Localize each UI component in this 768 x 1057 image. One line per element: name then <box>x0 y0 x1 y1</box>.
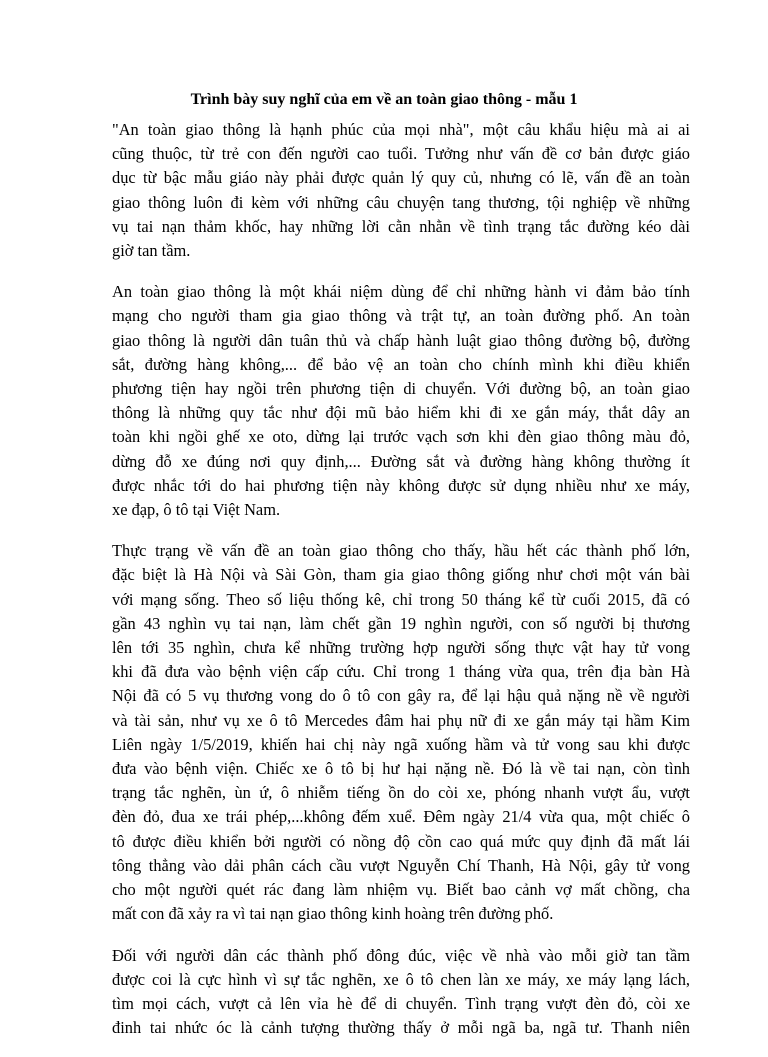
paragraph-2 <box>112 280 690 522</box>
text-line: tìm mọi cách, vượt cả lên vỉa hè để di chuyển. Tình trạng vượt đèn đỏ, còi xe <box>112 993 690 1013</box>
text-line: Nội đã có 5 vụ thương vong do ô tô con gây ra, để lại hậu quả nặng nề về người <box>112 686 690 706</box>
text-line: Liên ngày 1/5/2019, khiến hai chị này ngã xuống hầm và tử vong sau khi được <box>112 734 690 754</box>
text-line: cũng thuộc, từ trẻ con đến người cao tuổi. Tưởng như vấn đề cơ bản được giáo <box>112 144 690 164</box>
text-line: đinh tai nhức óc là cảnh tượng thường thấy ở mỗi ngã ba, ngã tư. Thanh niên <box>112 1018 690 1038</box>
text-line: trạng tắc nghẽn, ùn ứ, ô nhiễm tiếng ồn do còi xe, phóng nhanh vượt ẩu, vượt <box>112 783 690 803</box>
paragraph-4 <box>112 944 690 1041</box>
text-line: toàn khi ngồi ghế xe oto, dừng lại trước vạch sơn khi đèn giao thông màu đỏ, <box>112 427 690 447</box>
text-line: "An toàn giao thông là hạnh phúc của mọi nhà", một câu khẩu hiệu mà ai ai <box>112 120 690 139</box>
text-line: mạng cho người tham gia giao thông và trật tự, an toàn đường phố. An toàn <box>112 306 690 326</box>
text-line: thông là những quy tắc như đội mũ bảo hiểm khi đi xe gắn máy, thắt dây an <box>112 403 690 423</box>
text-line: dục từ bậc mẫu giáo này phải được quản lý quy củ, nhưng có lẽ, vấn đề an toàn <box>112 168 690 188</box>
text-line: vụ tai nạn thảm khốc, hay những lời cằn nhằn về tình trạng tắc đường kéo dài <box>112 216 690 236</box>
text-line: An toàn giao thông là một khái niệm dùng để chỉ những hành vi đảm bảo tính <box>112 282 690 302</box>
text-line: Đối với người dân các thành phố đông đúc, việc về nhà vào mỗi giờ tan tầm <box>112 945 690 965</box>
text-line: Thực trạng về vấn đề an toàn giao thông cho thấy, hầu hết các thành phố lớn, <box>112 541 690 561</box>
text-line: phương tiện hay ngồi trên phương tiện di chuyển. Với đường bộ, an toàn giao <box>112 379 690 399</box>
text-line: đặc biệt là Hà Nội và Sài Gòn, tham gia giao thông giống như chơi một ván bài <box>112 565 690 585</box>
text-line: xe đạp, ô tô tại Việt Nam. <box>112 500 281 520</box>
text-line: giờ tan tầm. <box>112 241 191 261</box>
document-title: Trình bày suy nghĩ của em về an toàn giao thông - mẫu 1 <box>190 91 578 108</box>
text-line: dừng đỗ xe đúng nơi quy định,... Đường sắt và đường hàng không thường ít <box>112 451 690 471</box>
text-line: và tài sản, như vụ xe ô tô Mercedes đâm hai phụ nữ đi xe gắn máy tại hầm Kim <box>112 710 690 730</box>
text-line: mất con đã xảy ra vì tai nạn giao thông kinh hoàng trên đường phố. <box>112 904 554 924</box>
text-line: được coi là cực hình vì sự tắc nghẽn, xe ô tô chen làn xe máy, xe máy lạng lách, <box>112 969 690 989</box>
text-line: tông thẳng vào dải phân cách cầu vượt Nguyễn Chí Thanh, Hà Nội, gây tử vong <box>112 855 690 875</box>
text-line: đèn đỏ, đua xe trái phép,...không đếm xuể. Đêm ngày 21/4 vừa qua, một chiếc ô <box>112 807 690 827</box>
text-line: với mạng sống. Theo số liệu thống kê, chỉ trong 50 tháng kể từ cuối 2015, đã có <box>112 589 690 609</box>
text-line: lên tới 35 nghìn, chưa kể những trường hợp người sống thực vật hay tử vong <box>112 638 690 658</box>
text-line: được nhắc tới do hai phương tiện này không được sử dụng nhiều như xe máy, <box>112 475 690 495</box>
text-line: giao thông luôn đi kèm với những câu chuyện tang thương, tội nghiệp về những <box>112 192 690 212</box>
text-line: gần 43 nghìn vụ tai nạn, làm chết gần 19 nghìn người, con số người bị thương <box>112 613 690 633</box>
document-body <box>112 118 690 1057</box>
text-line: tô được điều khiển bởi người có nồng độ cồn cao quá mức quy định đã mất lái <box>112 831 690 851</box>
text-line: khi đã đưa vào bệnh viện cấp cứu. Chỉ trong 1 tháng vừa qua, trên địa bàn Hà <box>112 662 690 682</box>
text-line: đưa vào bệnh viện. Chiếc xe ô tô bị hư hại nặng nề. Đó là về tai nạn, còn tình <box>112 759 690 779</box>
text-line: cho một người quét rác đang làm nhiệm vụ. Biết bao cảnh vợ mất chồng, cha <box>112 880 690 900</box>
text-line: giao thông là người dân tuân thủ và chấp hành luật giao thông đường bộ, đường <box>112 330 690 350</box>
paragraph-1 <box>112 118 690 263</box>
paragraph-3 <box>112 539 690 926</box>
text-line: sắt, đường hàng không,... để bảo vệ an toàn cho chính mình khi điều khiển <box>112 354 690 374</box>
